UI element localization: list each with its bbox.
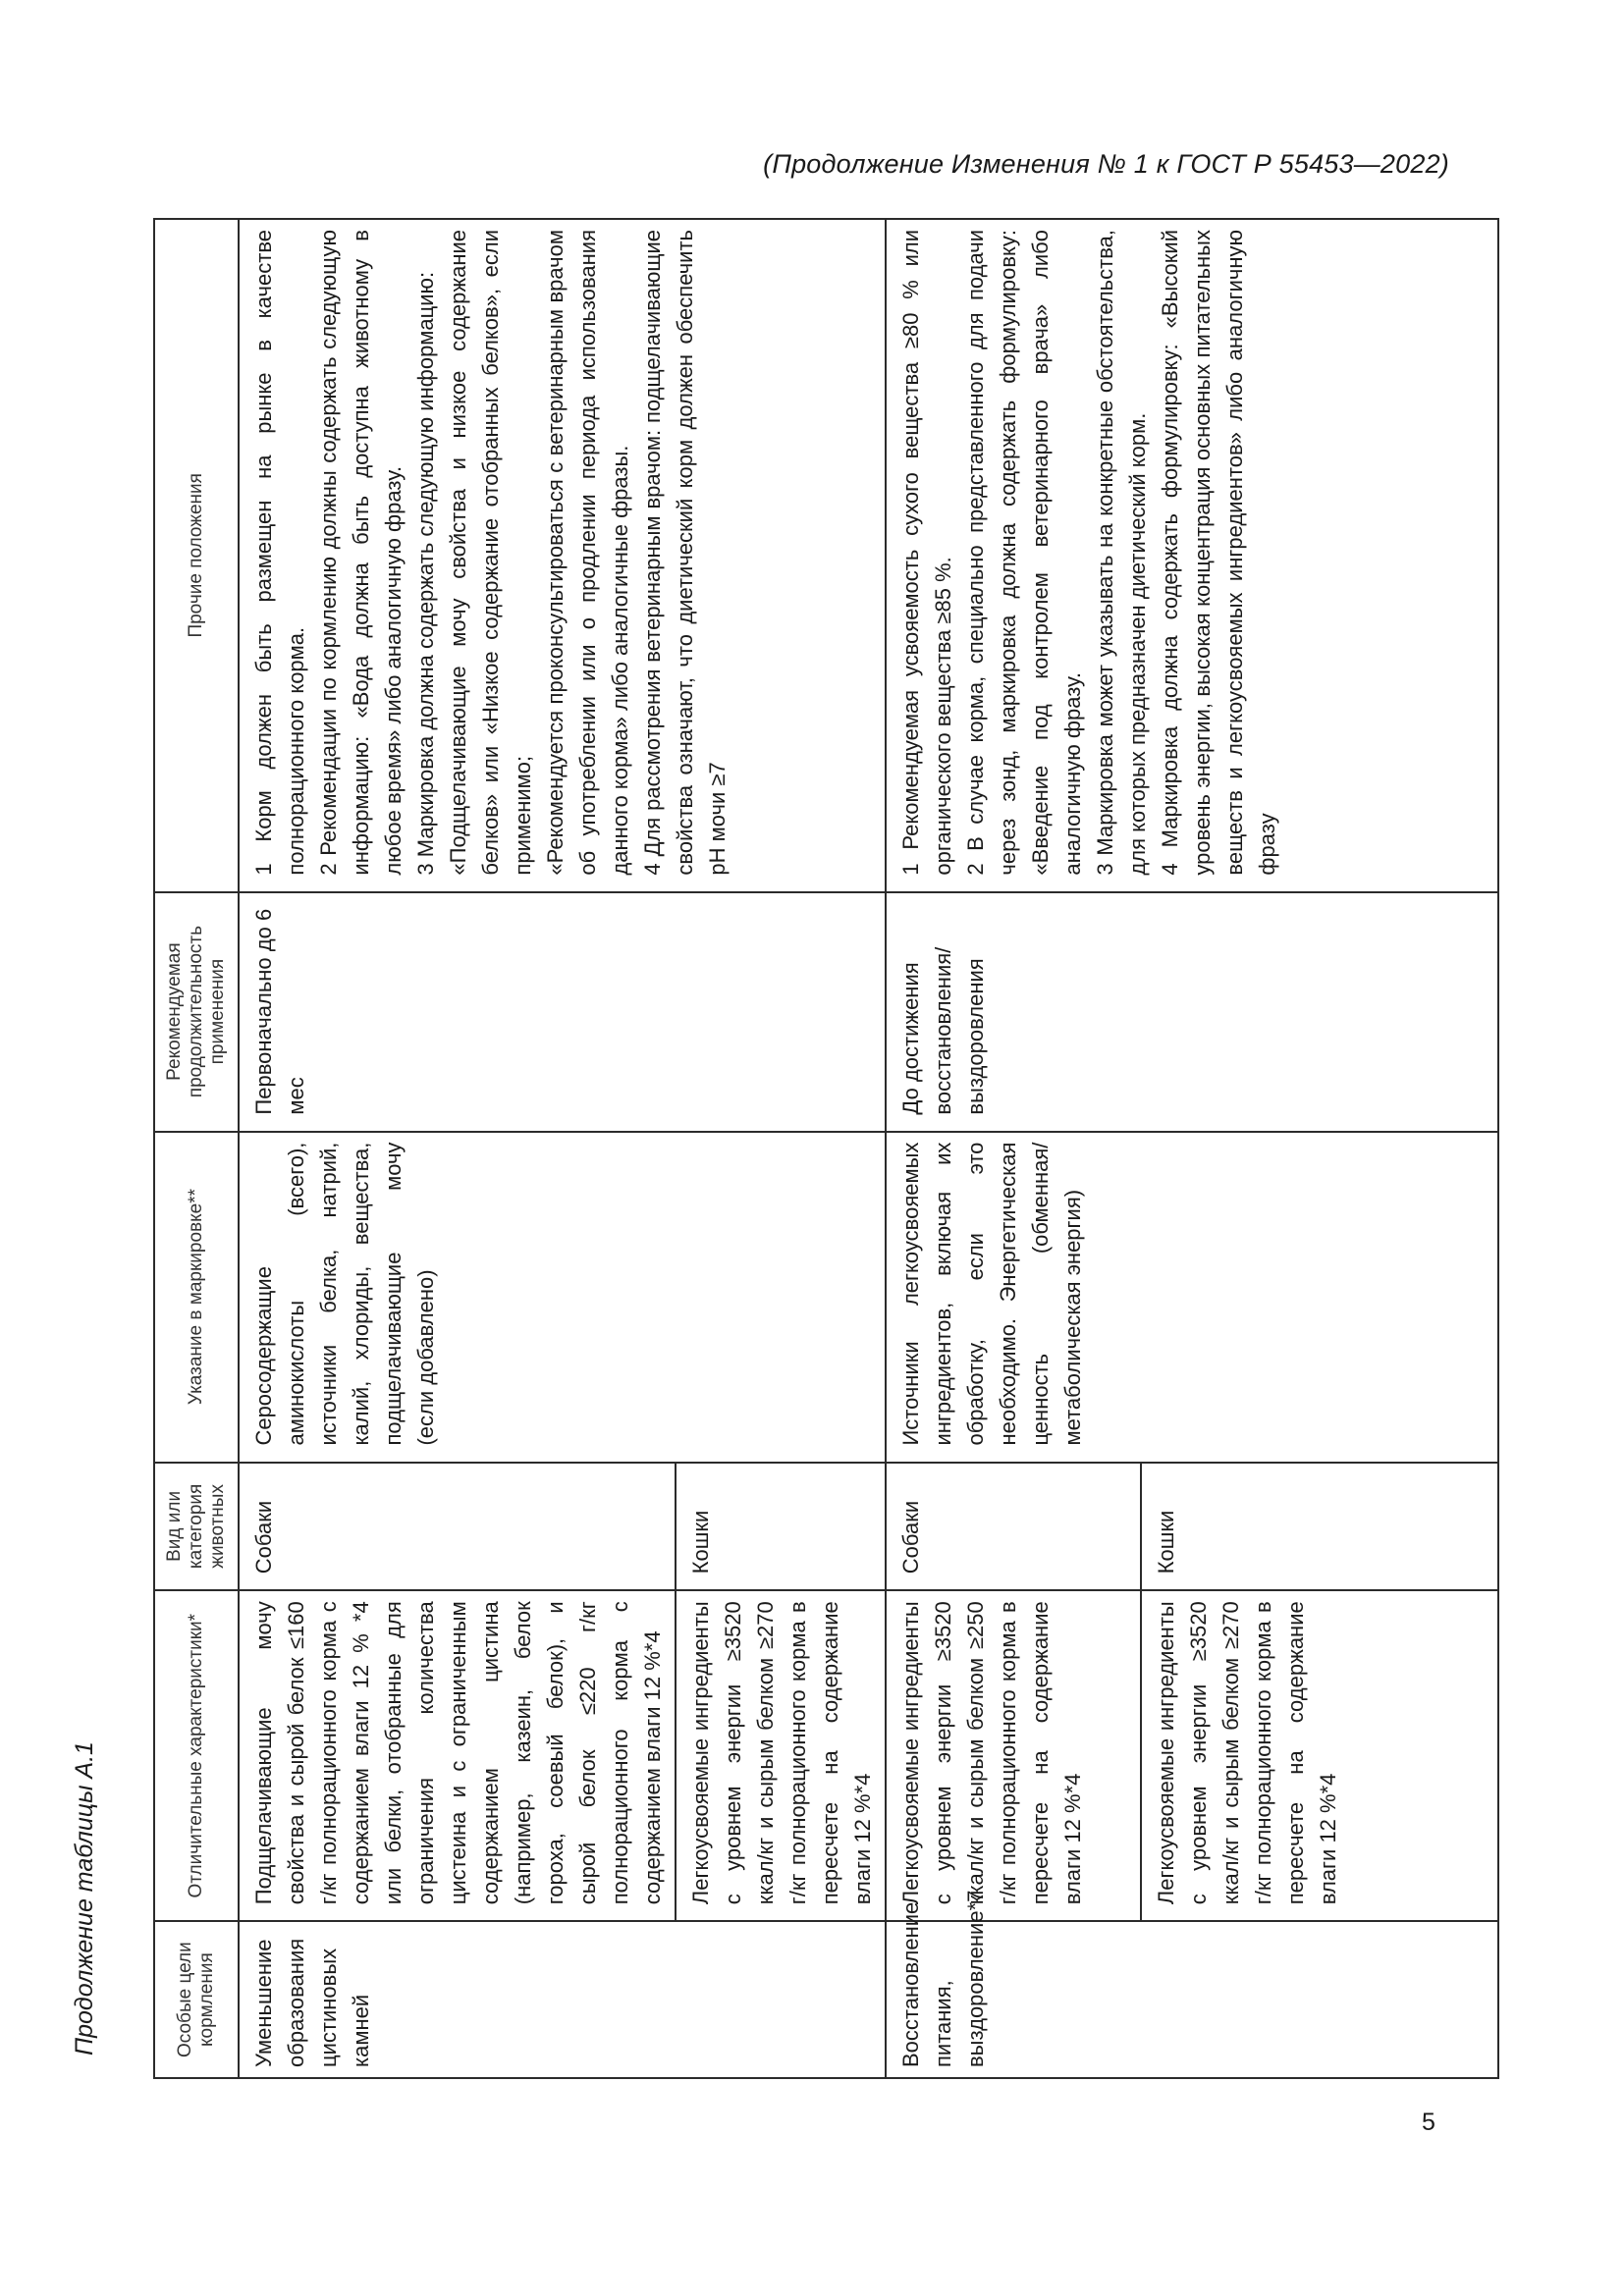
species-cell: Собаки — [239, 1463, 676, 1591]
column-header: Особые цели кормления — [154, 1921, 239, 2078]
other-provisions-cell — [239, 219, 886, 892]
column-header: Рекомендуемая продолжительность применения — [154, 892, 239, 1132]
provision-item: «Рекомендуется проконсультироваться с ветеринарным врачом об употреблении или о продлении периода использования данного корма» либо аналогичные фразы. — [543, 230, 632, 876]
provision-item: 3 Маркировка должна содержать следующую информацию: — [413, 271, 438, 876]
provision-item: 4 Для рассмотрения ветеринарным врачом: подщелачивающие свойства означают, что диетический корм должен обеспечить pH мочи ≥7 — [640, 230, 730, 876]
provision-item: 1 Корм должен быть размещен на рынке в качестве полнорационного корма. — [251, 230, 308, 876]
provision-item: 4 Маркировка должна содержать формулировку: «Высокий уровень энергии, высокая концентрация основных питательных веществ и легкоусвояемых ингредиентов» либо аналогичную фразу — [1158, 230, 1279, 876]
rotated-table-wrapper — [153, 218, 1430, 2079]
column-header: Отличительные характеристики* — [154, 1590, 239, 1921]
duration-cell: До достижения восстановления/выздоровления — [886, 892, 1498, 1132]
provision-item: 1 Рекомендуемая усвояемость сухого вещества ≥80 % или органического вещества ≥85 %. — [898, 230, 955, 876]
labelling-cell: Серосодержащие аминокислоты (всего), источники белка, натрий, калий, хлориды, вещества, подщелачивающие мочу (если добавлено) — [239, 1132, 886, 1463]
labelling-cell: Источники легкоусвояемых ингредиентов, включая их обработку, если это необходимо. Энергетическая ценность (обменная/ метаболическая энергия) — [886, 1132, 1498, 1463]
provision-item: «Подщелачивающие мочу свойства и низкое содержание белков» или «Низкое содержание отобранных белков», если применимо; — [446, 230, 535, 876]
characteristics-cell: Легкоусвояемые ингредиенты с уровнем энергии ≥3520 ккал/кг и сырым белком ≥270 г/кг полнорационного корма в пересчете на содержание влаги 12 %*4 — [676, 1590, 886, 1921]
other-provisions-cell — [886, 219, 1498, 892]
purpose-cell: Уменьшение образования цистиновых камней — [239, 1921, 886, 2078]
table-row — [886, 219, 1141, 2078]
characteristics-cell: Легкоусвояемые ингредиенты с уровнем энергии ≥3520 ккал/кг и сырым белком ≥250 г/кг полнорационного корма в пересчете на содержание влаги 12 %*4 — [886, 1590, 1141, 1921]
characteristics-cell: Легкоусвояемые ингредиенты с уровнем энергии ≥3520 ккал/кг и сырым белком ≥270 г/кг полнорационного корма в пересчете на содержание влаги 12 %*4 — [1141, 1590, 1498, 1921]
table-row — [239, 219, 676, 2078]
table-header-row — [154, 219, 239, 2078]
provision-item: 3 Маркировка может указывать на конкретные обстоятельства, для которых предназначен диетический корм. — [1093, 230, 1150, 876]
column-header: Прочие положения — [154, 219, 239, 892]
characteristics-cell: Подщелачивающие мочу свойства и сырой белок ≤160 г/кг полнорационного корма с содержанием влаги 12 % *4 или белки, отобранные для ограничения количества цистеина и с ограниченным содержанием цистина (например, казеин, белок гороха, соевый белок), и сырой белок ≤220 г/кг полнорационного корма с содержанием влаги 12 %*4 — [239, 1590, 676, 1921]
duration-cell: Первоначально до 6 мес — [239, 892, 886, 1132]
species-cell: Кошки — [676, 1463, 886, 1591]
provision-item: 2 Рекомендации по кормлению должны содержать следующую информацию: «Вода должна быть доступна животному в любое время» либо аналогичную фразу. — [316, 230, 406, 876]
species-cell: Кошки — [1141, 1463, 1498, 1591]
species-cell: Собаки — [886, 1463, 1141, 1591]
purpose-cell: Восстановление питания, выздоровление*7 — [886, 1921, 1498, 2078]
document-header: (Продолжение Изменения № 1 к ГОСТ Р 55453—2022) — [763, 149, 1449, 179]
table-caption: Продолжение таблицы А.1 — [71, 1741, 98, 2056]
provision-item: 2 В случае корма, специально представленного для подачи через зонд, маркировка должна содержать формулировку: «Введение под контролем ветеринарного врача» либо аналогичную фразу. — [963, 230, 1085, 876]
page-number: 5 — [1422, 2109, 1435, 2136]
column-header: Вид или категория животных — [154, 1463, 239, 1591]
column-header: Указание в маркировке** — [154, 1132, 239, 1463]
feeding-purposes-table — [153, 218, 1499, 2079]
